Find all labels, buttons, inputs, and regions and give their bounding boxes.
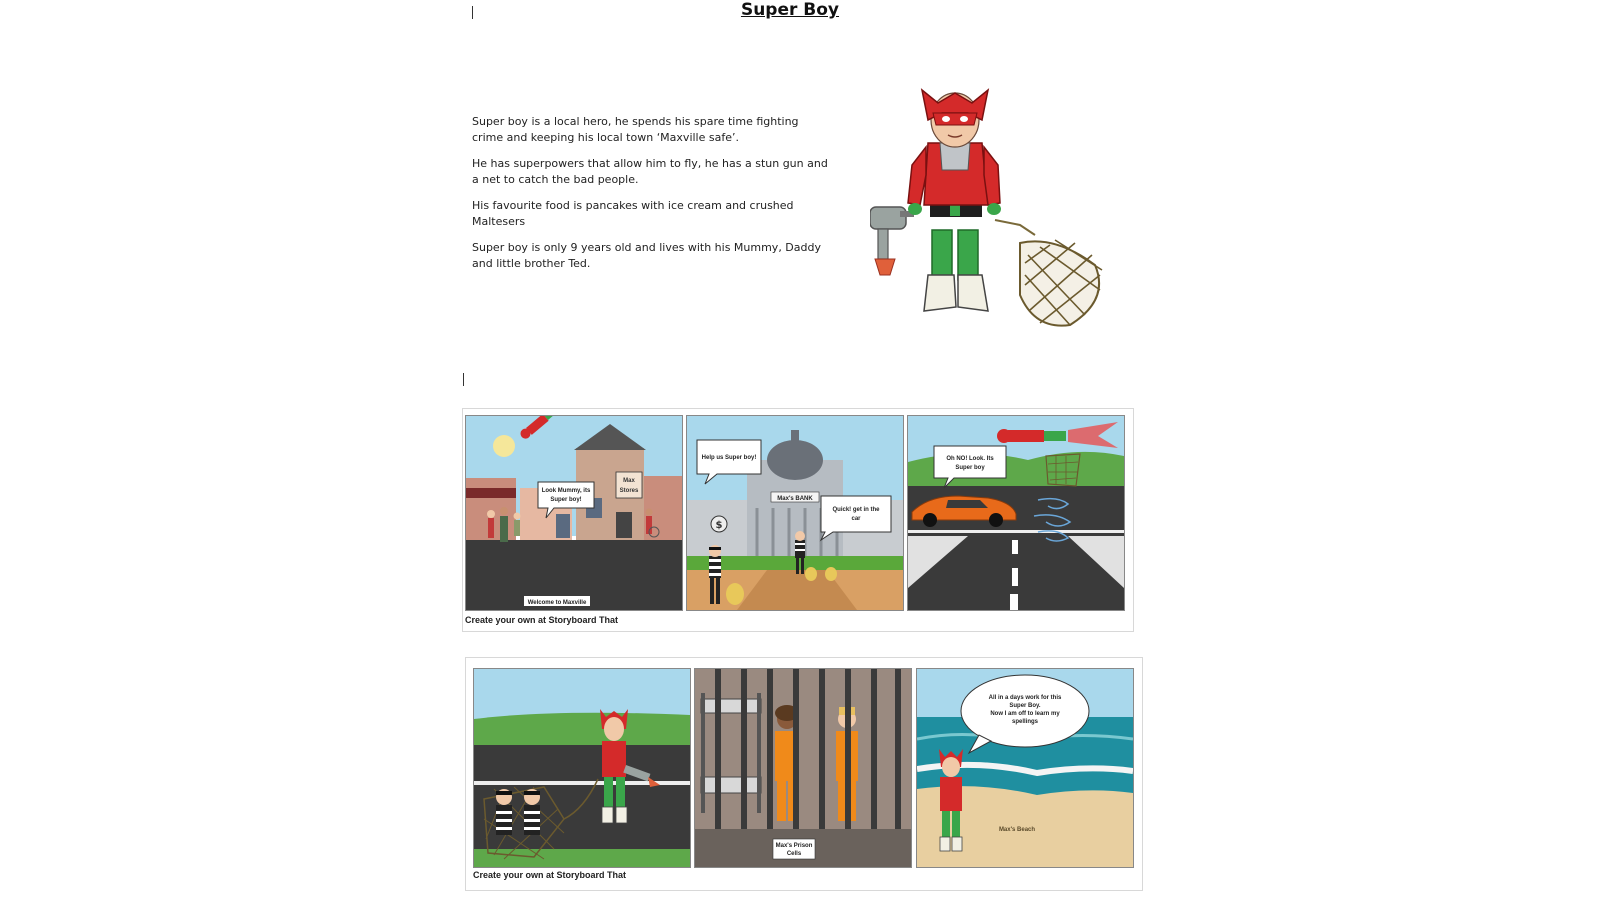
storyboard-credit: Create your own at Storyboard That (473, 870, 627, 880)
speech-bubble-text: Super boy (955, 465, 985, 471)
speech-bubble-text: Super Boy. (1009, 703, 1041, 709)
text-cursor (472, 6, 473, 19)
store-sign: Stores (619, 488, 639, 494)
text-cursor (463, 373, 464, 386)
store-sign: Max (623, 478, 635, 484)
speech-bubble-text: car (851, 516, 861, 522)
storyboard-panel (465, 415, 683, 611)
paragraph: His favourite food is pancakes with ice cream and crushed Maltesers (472, 199, 794, 228)
storyboard-panel (686, 415, 904, 611)
paragraph: Super boy is only 9 years old and lives with his Mummy, Daddy and little brother Ted. (472, 241, 821, 270)
speech-bubble-text: Super boy! (550, 497, 582, 503)
panel-caption: Welcome to Maxville (527, 600, 587, 606)
money-bag-icon (805, 567, 817, 581)
speech-bubble-text: Oh NO! Look. Its (946, 456, 994, 462)
beach-caption: Max's Beach (998, 827, 1036, 833)
money-bag-icon (825, 567, 837, 581)
prison-sign: Max's Prison (775, 843, 813, 849)
speech-bubble-text: spellings (1011, 719, 1039, 725)
speech-bubble-text: Help us Super boy! (701, 455, 757, 461)
speech-bubble-text: Quick! get in the (832, 507, 880, 513)
dollar-icon: $ (715, 520, 723, 531)
storyboard-panel (694, 668, 912, 868)
speech-bubble-text: Now I am off to learn my (990, 711, 1060, 717)
super-boy-illustration (870, 85, 1130, 335)
speech-bubble-text: All in a days work for this (988, 695, 1062, 701)
storyboard-panel (907, 415, 1125, 611)
storyboard-panel (473, 668, 691, 868)
paragraph: He has superpowers that allow him to fly, he has a stun gun and a net to catch the bad people. (472, 157, 828, 186)
bank-sign: Max's BANK (777, 496, 813, 502)
storyboard-row-2 (465, 657, 1143, 891)
speech-bubble-text: Look Mummy, its (541, 488, 591, 494)
storyboard-row-1 (462, 408, 1134, 632)
paragraph: Super boy is a local hero, he spends his spare time fighting crime and keeping his local town ‘Maxville safe’. (472, 115, 799, 144)
intro-text (472, 114, 832, 282)
stun-gun-icon (870, 207, 914, 275)
storyboard-panel (916, 668, 1134, 868)
page-title: Super Boy (740, 0, 840, 20)
storyboard-credit: Create your own at Storyboard That (465, 615, 619, 625)
net-icon (995, 220, 1102, 326)
prison-sign: Cells (786, 851, 802, 857)
sun-icon (493, 435, 515, 457)
money-bag-icon (726, 583, 744, 605)
